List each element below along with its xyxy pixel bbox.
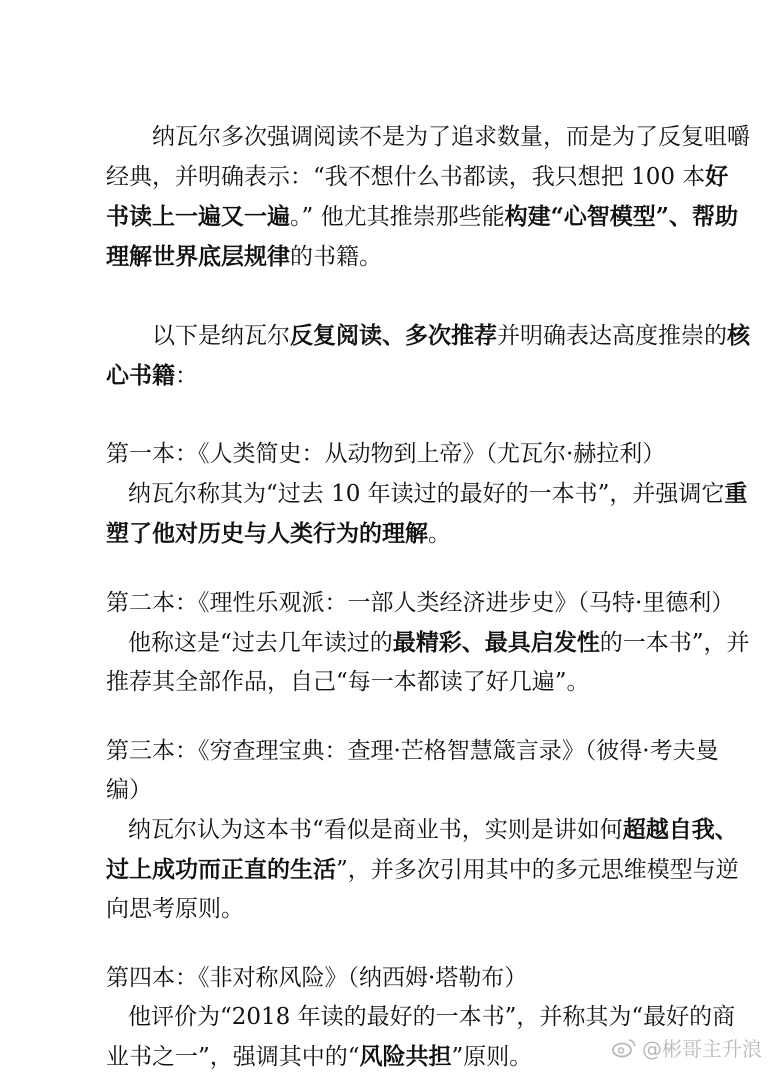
text: 他评价为“2018 年读的最好的一本书”，并称其为“最好的商业书之一”，强调其中的“ (106, 1004, 736, 1070)
bold-text: 核心书籍 (106, 322, 750, 389)
bold-text: 构建“心智模型”、帮助理解世界底层规律 (106, 203, 739, 270)
text: 纳瓦尔称其为“过去 10 年读过的最好的一本书”，并强调它 (128, 481, 725, 507)
text: 纳瓦尔多次强调阅读不是为了追求数量，而是为了反复咀嚼经典，并明确表示：“我不想什么书都读，我只想把 100 本 (106, 124, 750, 190)
bold-text: 反复阅读、多次推荐 (290, 322, 497, 349)
bold-text: 最精彩、最具启发性 (392, 629, 600, 656)
bold-text: 重塑了他对历史与人类行为的理解 (106, 480, 748, 547)
book-description (106, 623, 750, 702)
intro-paragraph-2 (106, 316, 750, 396)
text: 。 (428, 521, 451, 547)
text: 的一本书”，并推荐其全部作品，自己“每一本都读了好几遍”。 (106, 630, 750, 695)
text: ： (175, 363, 198, 389)
watermark-text: @彬哥主升浪 (642, 1037, 762, 1061)
text: 并明确表达高度推崇的 (497, 323, 727, 349)
book-entry-1 (106, 435, 750, 554)
bold-text: 超越自我、过上成功而正直的生活 (106, 816, 738, 883)
bold-text: 风险共担 (359, 1043, 452, 1070)
text: ”，并多次引用其中的多元思维模型与逆向思考原则。 (106, 857, 739, 922)
watermark (612, 1033, 762, 1062)
bold-text: 好书读上一遍又一遍 (106, 163, 729, 230)
book-title: 第四本：《非对称风险》（纳西姆·塔勒布） (106, 965, 528, 991)
book-title: 第三本：《穷查理宝典：查理·芒格智慧箴言录》（彼得·考夫曼编） (106, 738, 719, 803)
weibo-icon (612, 1038, 636, 1058)
book-description (106, 810, 750, 929)
text: 的书籍。 (290, 244, 382, 270)
text: 以下是纳瓦尔 (152, 323, 290, 349)
text: 纳瓦尔认为这本书“看似是商业书，实则是讲如何 (128, 817, 623, 843)
book-entry-3 (106, 732, 750, 929)
book-description (106, 474, 750, 554)
book-title: 第二本：《理性乐观派：一部人类经济进步史》（马特·里德利） (106, 590, 735, 616)
text: 。” 他尤其推崇那些能 (290, 204, 505, 230)
text: 他称这是“过去几年读过的 (128, 630, 393, 656)
text: ”原则。 (451, 1044, 533, 1070)
book-entry-2 (106, 584, 750, 702)
book-title: 第一本：《人类简史：从动物到上帝》（尤瓦尔·赫拉利） (106, 441, 666, 467)
intro-paragraph-1 (106, 118, 750, 277)
